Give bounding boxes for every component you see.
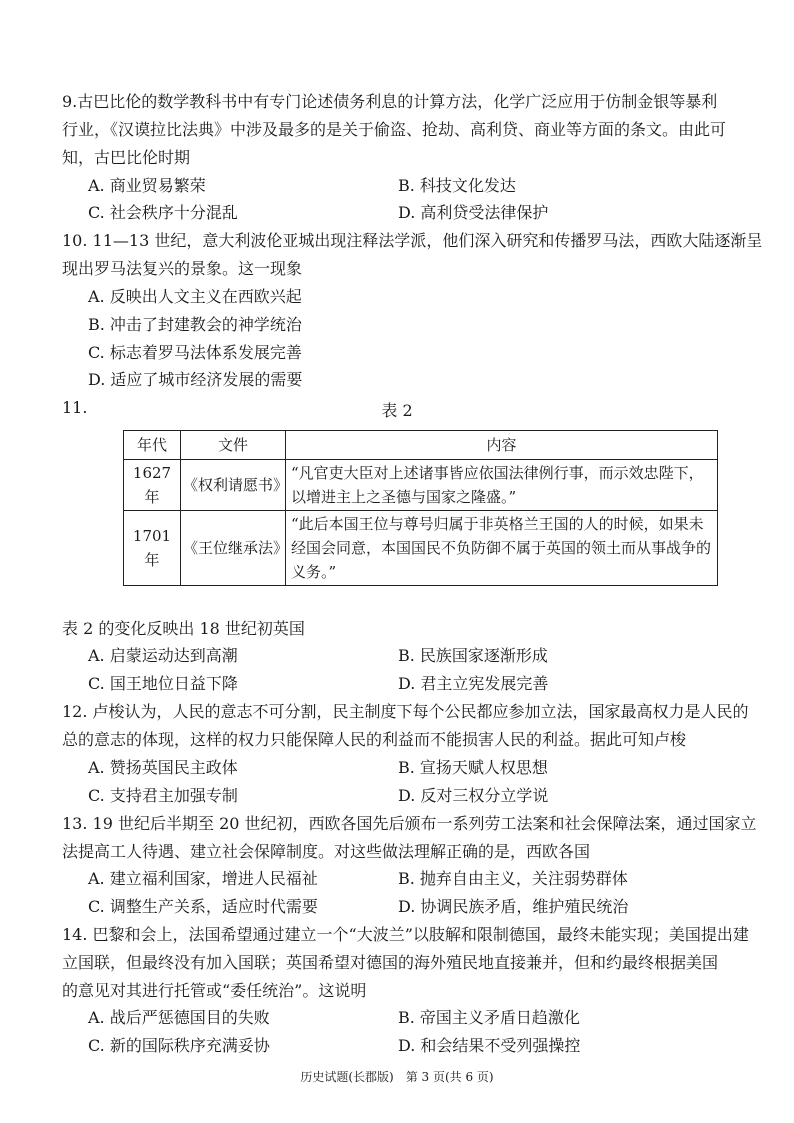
table-2 bbox=[123, 430, 718, 586]
cell-document: 《王位继承法》 bbox=[181, 511, 286, 586]
cell-year: 1627 年 bbox=[124, 460, 181, 511]
header-document: 文件 bbox=[181, 431, 286, 460]
q11-option-a: A. 启蒙运动达到高潮 bbox=[88, 646, 238, 665]
q9-option-b: B. 科技文化发达 bbox=[398, 176, 516, 195]
q10-option-d: D. 适应了城市经济发展的需要 bbox=[88, 370, 303, 389]
q9-stem-line: 行业，《汉谟拉比法典》中涉及最多的是关于偷盗、抢劫、高利贷、商业等方面的条文。由此可 bbox=[62, 120, 727, 139]
page-footer: 历史试题(长郡版) 第 3 页(共 6 页) bbox=[300, 1070, 494, 1084]
table-row bbox=[124, 460, 718, 511]
q11-option-b: B. 民族国家逐渐形成 bbox=[398, 646, 548, 665]
q13-option-a: A. 建立福利国家，增进人民福祉 bbox=[88, 869, 318, 888]
q11-stem: 表 2 的变化反映出 18 世纪初英国 bbox=[62, 619, 305, 638]
q9-stem-line: 知，古巴比伦时期 bbox=[62, 148, 191, 167]
q10-stem-line: 10. 11—13 世纪，意大利波伦亚城出现注释法学派，他们深入研究和传播罗马法，西欧大陆逐渐呈 bbox=[62, 231, 763, 250]
q9-option-c: C. 社会秩序十分混乱 bbox=[88, 203, 238, 222]
header-year: 年代 bbox=[124, 431, 181, 460]
q13-option-d: D. 协调民族矛盾，维护殖民统治 bbox=[398, 897, 629, 916]
q14-option-a: A. 战后严惩德国目的失败 bbox=[88, 1008, 270, 1027]
table-row bbox=[124, 511, 718, 586]
q14-stem-line: 立国联，但最终没有加入国联；英国希望对德国的海外殖民地直接兼并，但和约最终根据美国 bbox=[62, 953, 719, 972]
cell-year: 1701 年 bbox=[124, 511, 181, 586]
q11-option-c: C. 国王地位日益下降 bbox=[88, 674, 238, 693]
q12-option-c: C. 支持君主加强专制 bbox=[88, 786, 238, 805]
q11-option-d: D. 君主立宪发展完善 bbox=[398, 674, 549, 693]
q12-option-d: D. 反对三权分立学说 bbox=[398, 786, 549, 805]
q14-option-d: D. 和会结果不受列强操控 bbox=[398, 1036, 581, 1055]
q12-option-b: B. 宣扬天赋人权思想 bbox=[398, 758, 548, 777]
q9-option-a: A. 商业贸易繁荣 bbox=[88, 176, 206, 195]
q11-number: 11. bbox=[62, 398, 88, 417]
q14-stem-line: 的意见对其进行托管或“委任统治”。这说明 bbox=[62, 981, 367, 1000]
q13-stem-line: 法提高工人待遇、建立社会保障制度。对这些做法理解正确的是，西欧各国 bbox=[62, 842, 591, 861]
cell-content: “凡官吏大臣对上述诸事皆应依国法律例行事，而示效忠陛下，以增进主上之圣德与国家之隆盛。” bbox=[286, 460, 718, 511]
header-content: 内容 bbox=[286, 431, 718, 460]
table-header-row bbox=[124, 431, 718, 460]
cell-document: 《权利请愿书》 bbox=[181, 460, 286, 511]
q10-option-c: C. 标志着罗马法体系发展完善 bbox=[88, 343, 302, 362]
q10-option-b: B. 冲击了封建教会的神学统治 bbox=[88, 315, 302, 334]
q12-stem-line: 12. 卢梭认为，人民的意志不可分割，民主制度下每个公民都应参加立法，国家最高权力是人民的 bbox=[62, 702, 749, 721]
q12-option-a: A. 赞扬英国民主政体 bbox=[88, 758, 238, 777]
q14-stem-line: 14. 巴黎和会上，法国希望通过建立一个“大波兰”以肢解和限制德国，最终未能实现；美国提出建 bbox=[62, 925, 749, 944]
table-caption: 表 2 bbox=[381, 401, 413, 420]
q14-option-c: C. 新的国际秩序充满妥协 bbox=[88, 1036, 270, 1055]
q10-stem-line: 现出罗马法复兴的景象。这一现象 bbox=[62, 259, 303, 278]
q14-option-b: B. 帝国主义矛盾日趋激化 bbox=[398, 1008, 580, 1027]
q13-option-c: C. 调整生产关系，适应时代需要 bbox=[88, 897, 318, 916]
q10-option-a: A. 反映出人文主义在西欧兴起 bbox=[88, 287, 302, 306]
q13-option-b: B. 抛弃自由主义，关注弱势群体 bbox=[398, 869, 628, 888]
q9-option-d: D. 高利贷受法律保护 bbox=[398, 203, 549, 222]
q13-stem-line: 13. 19 世纪后半期至 20 世纪初，西欧各国先后颁布一系列劳工法案和社会保障法案，通过国家立 bbox=[62, 814, 757, 833]
q9-stem-line: 9.古巴比伦的数学教科书中有专门论述债务利息的计算方法，化学广泛应用于仿制金银等暴利 bbox=[62, 92, 718, 111]
q12-stem-line: 总的意志的体现，这样的权力只能保障人民的利益而不能损害人民的利益。据此可知卢梭 bbox=[62, 730, 687, 749]
cell-content: “此后本国王位与尊号归属于非英格兰王国的人的时候，如果未经国会同意，本国国民不负防御不属于英国的领土而从事战争的义务。” bbox=[286, 511, 718, 586]
